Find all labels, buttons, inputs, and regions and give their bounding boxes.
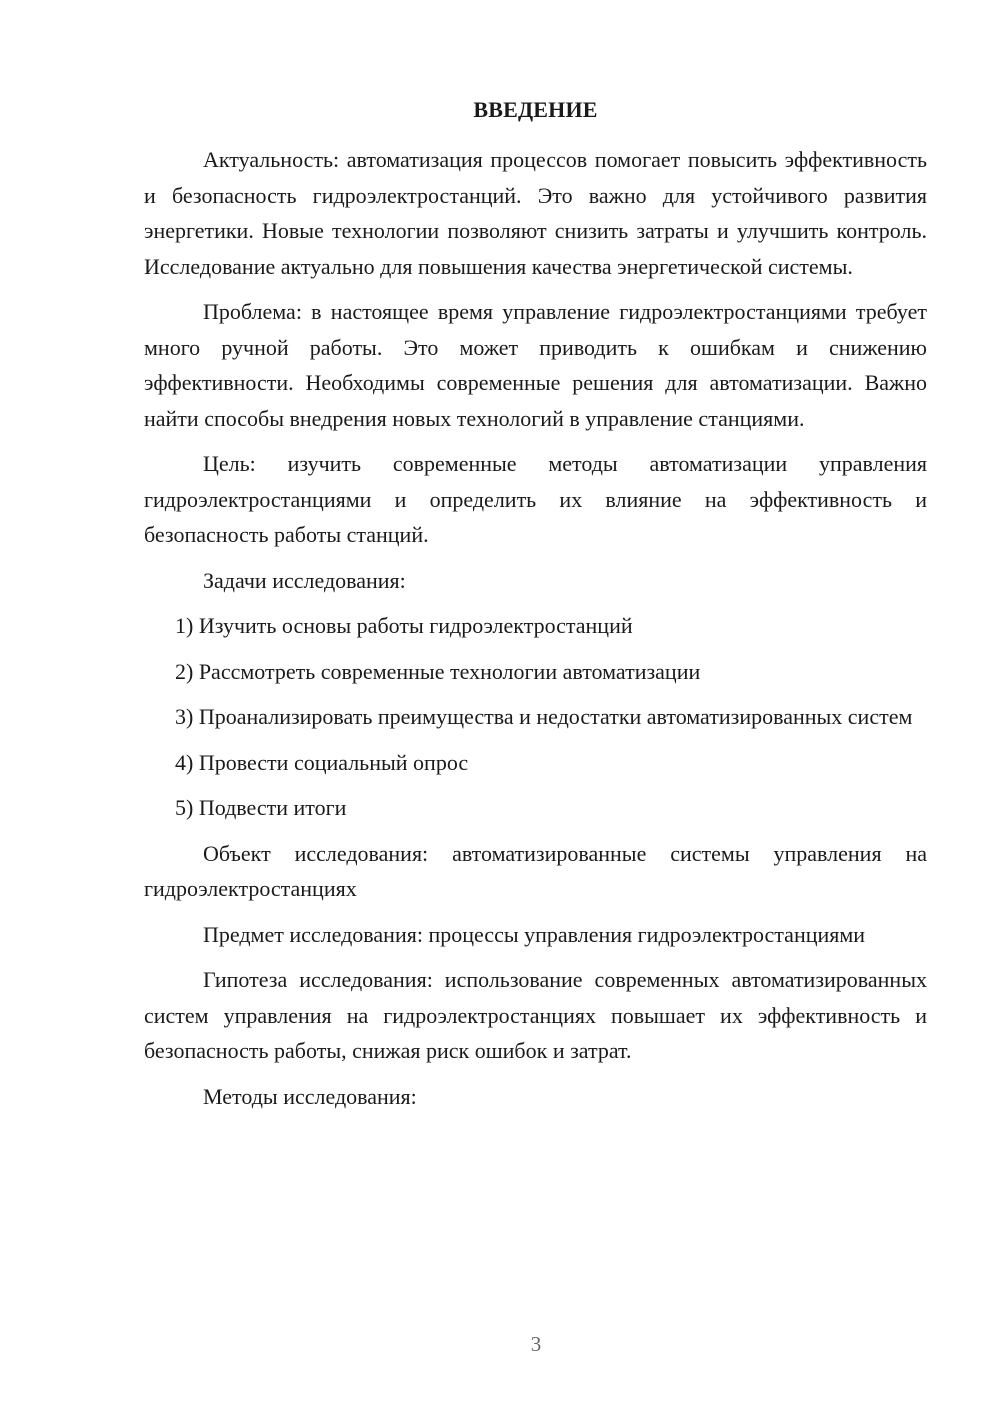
paragraph-object: Объект исследования: автоматизированные системы управления на гидроэлектростанциях — [144, 840, 927, 901]
task-item-1: 1) Изучить основы работы гидроэлектростанций — [175, 613, 633, 638]
paragraph-goal: Цель: изучить современные методы автоматизации управления гидроэлектростанциями и определить их влияние на эффективность и безопасность работы станций. — [144, 451, 927, 547]
task-item-5: 5) Подвести итоги — [175, 795, 347, 820]
methods-heading: Методы исследования: — [203, 1083, 417, 1109]
task-item-4: 4) Провести социальный опрос — [175, 749, 469, 775]
page-content — [144, 95, 927, 1124]
paragraph-hypothesis: Гипотеза исследования: использование современных автоматизированных систем управления на гидроэлектростанциях повышает их эффективность и безопасность работы, снижая риск ошибок и затрат. — [144, 967, 927, 1063]
paragraph-problem: Проблема: в настоящее время управление гидроэлектростанциями требует много ручной работы. Это может приводить к ошибкам и снижению эффективности. Необходимы современные решения для автоматизации. Важно найти способы внедрения новых технологий в управление станциями. — [144, 299, 927, 431]
tasks-heading: Задачи исследования: — [203, 567, 406, 593]
page-number: 3 — [530, 1332, 542, 1356]
task-item-3: 3) Проанализировать преимущества и недостатки автоматизированных систем — [175, 704, 913, 729]
paragraph-relevance: Актуальность: автоматизация процессов помогает повысить эффективность и безопасность гидроэлектростанций. Это важно для устойчивого развития энергетики. Новые технологии позволяют снизить затраты и улучшить контроль. Исследование актуально для повышения качества энергетической системы. — [144, 147, 927, 279]
paragraph-subject: Предмет исследования: процессы управления гидроэлектростанциями — [203, 921, 866, 947]
page-title: ВВЕДЕНИЕ — [473, 97, 598, 122]
task-item-2: 2) Рассмотреть современные технологии автоматизации — [175, 658, 701, 684]
